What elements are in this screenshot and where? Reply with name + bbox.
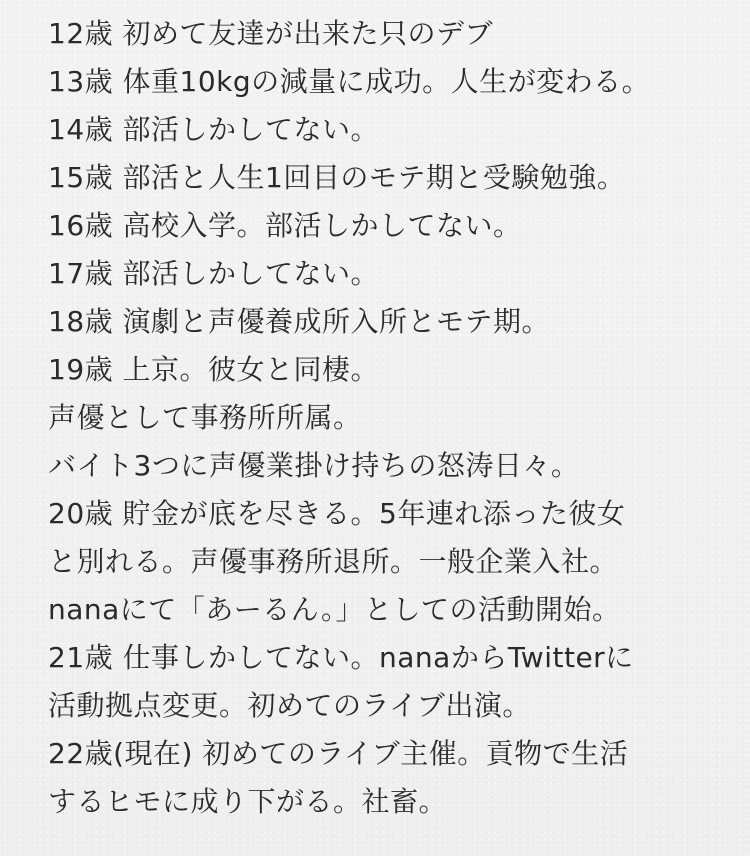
note-line: 声優として事務所所属。 <box>48 401 362 434</box>
note-line: と別れる。声優事務所退所。一般企業入社。 <box>48 545 619 578</box>
note-line: nanaにて「あーるん。」としての活動開始。 <box>48 593 621 626</box>
note-line: 20歳 貯金が底を尽きる。5年連れ添った彼女 <box>48 497 626 530</box>
note-line: 22歳(現在) 初めてのライブ主催。貢物で生活 <box>48 737 629 770</box>
note-line: 13歳 体重10kgの減量に成功。人生が変わる。 <box>48 65 651 98</box>
note-line: 17歳 部活しかしてない。 <box>48 257 380 290</box>
note-line: 19歳 上京。彼女と同棲。 <box>48 353 380 386</box>
note-line: 14歳 部活しかしてない。 <box>48 113 380 146</box>
note-line: するヒモに成り下がる。社畜。 <box>48 785 448 818</box>
note-body <box>48 10 738 826</box>
note-line: 21歳 仕事しかしてない。nanaからTwitterに <box>48 641 634 674</box>
note-line: 15歳 部活と人生1回目のモテ期と受験勉強。 <box>48 161 626 194</box>
note-line: バイト3つに声優業掛け持ちの怒涛日々。 <box>48 449 580 482</box>
note-line: 活動拠点変更。初めてのライブ出演。 <box>48 689 531 722</box>
note-line: 18歳 演劇と声優養成所入所とモテ期。 <box>48 305 551 338</box>
note-line: 16歳 高校入学。部活しかしてない。 <box>48 209 522 242</box>
note-line: 12歳 初めて友達が出来た只のデブ <box>48 17 494 50</box>
